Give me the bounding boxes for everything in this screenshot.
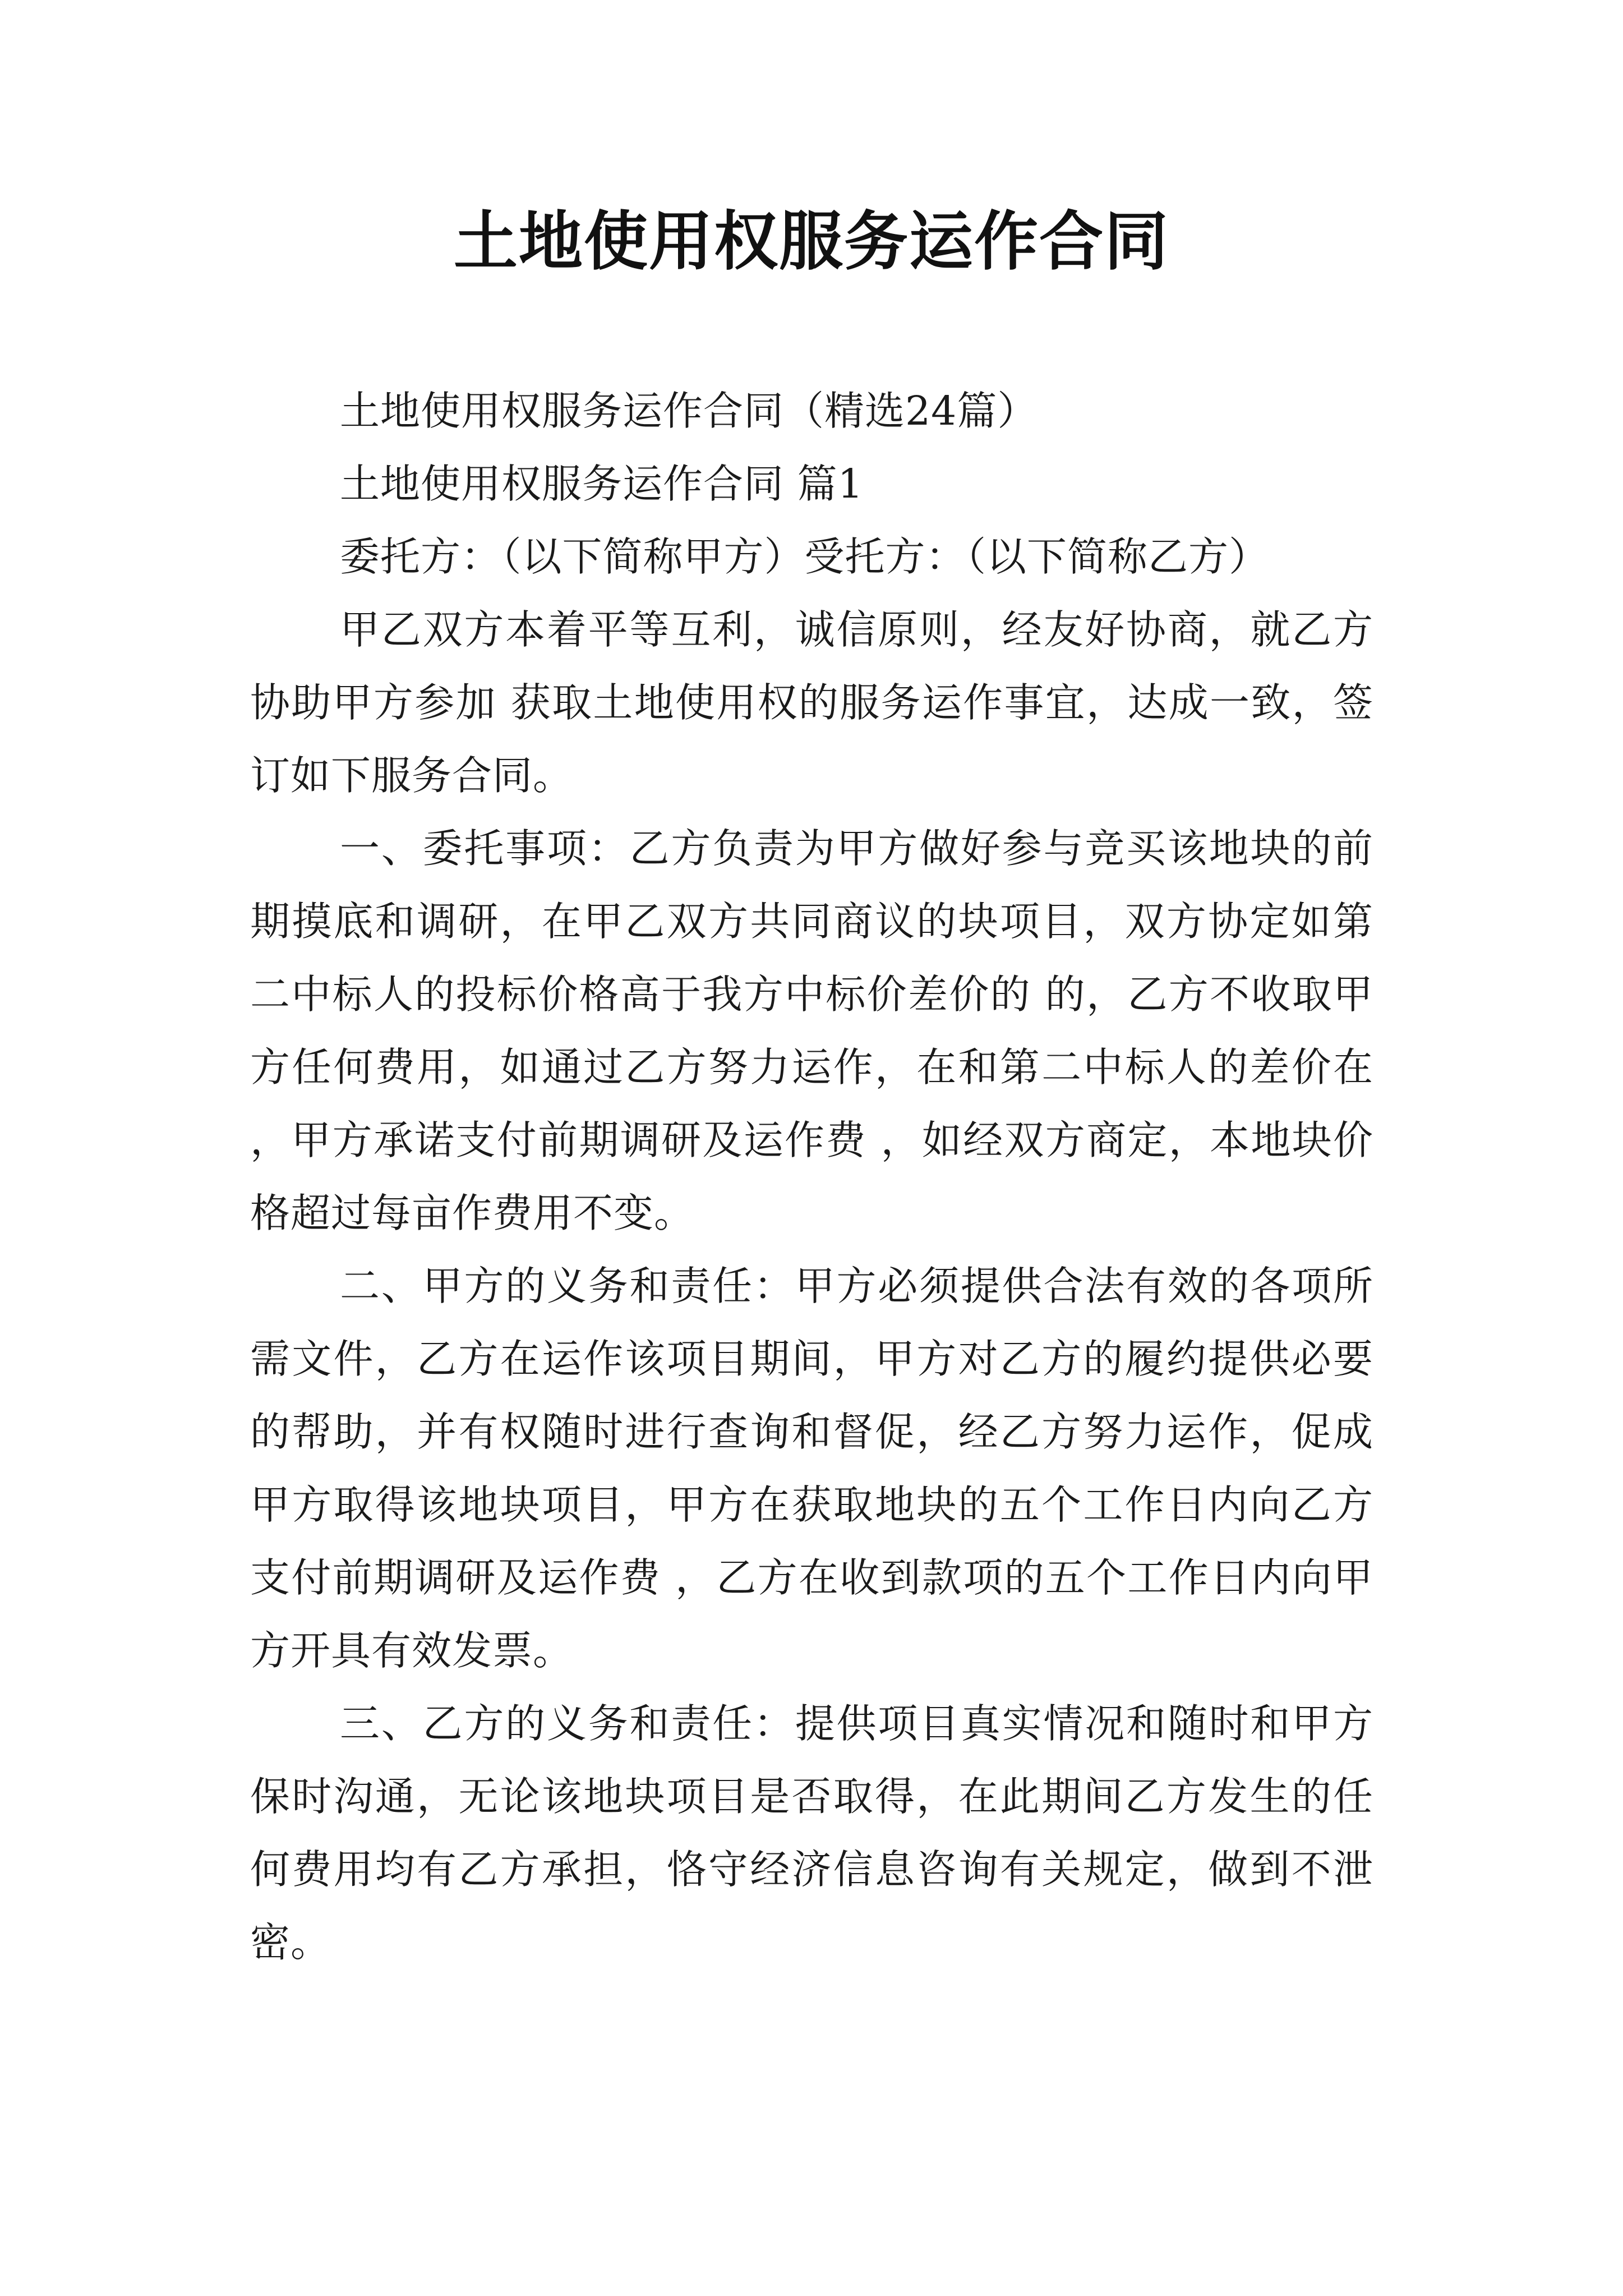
paragraph-clause-2: 二、甲方的义务和责任：甲方必须提供合法有效的各项所需文件，乙方在运作该项目期间，甲方对乙方的履约提供必要的帮助，并有权随时进行查询和督促，经乙方努力运作，促成甲方取得该地块项目，甲方在获取地块的五个工作日内向乙方支付前期调研及运作费 ，乙方在收到款项的五个工作日内向甲方开具有效发票。 bbox=[250, 1263, 1373, 1674]
paragraph-section-heading: 土地使用权服务运作合同 篇1 bbox=[340, 461, 864, 507]
document-body bbox=[250, 375, 1373, 1979]
paragraph-subtitle: 土地使用权服务运作合同（精选24篇） bbox=[340, 388, 1038, 434]
paragraph-preamble: 甲乙双方本着平等互利，诚信原则，经友好协商，就乙方协助甲方参加 获取土地使用权的服务运作事宜，达成一致，签订如下服务合同。 bbox=[250, 606, 1373, 799]
paragraph-parties: 委托方：（以下简称甲方）受托方：（以下简称乙方） bbox=[340, 533, 1270, 580]
document-title: 土地使用权服务运作合同 bbox=[453, 204, 1169, 279]
paragraph-clause-3: 三、乙方的义务和责任：提供项目真实情况和随时和甲方保时沟通，无论该地块项目是否取得，在此期间乙方发生的任何费用均有乙方承担，恪守经济信息咨询有关规定，做到不泄密。 bbox=[250, 1700, 1373, 1966]
paragraph-clause-1: 一、委托事项：乙方负责为甲方做好参与竞买该地块的前期摸底和调研，在甲乙双方共同商议的块项目，双方协定如第二中标人的投标价格高于我方中标价差价的 的，乙方不收取甲方任何费用，如通过乙方努力运作，在和第二中标人的差价在 ，甲方承诺支付前期调研及运作费 ，如经双方商定，本地块价格超过每亩作费用不变。 bbox=[250, 825, 1373, 1236]
